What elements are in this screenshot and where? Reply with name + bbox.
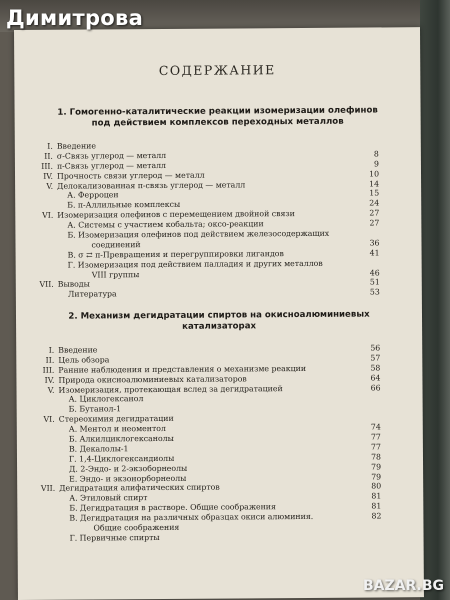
toc-row-page: 77 [370,442,381,452]
section-2-heading-line-1: 2. Механизм дегидратации спиртов на окисноалюминиевых [68,309,370,322]
toc-row-number: I. [48,345,55,355]
toc-row-number: V. [46,181,54,191]
toc-row-title: Введение [58,345,98,355]
toc-row-title: Б. Дегидратация в растворе. Общие соображения [69,502,276,513]
book-binding [420,0,450,600]
toc-row-title: Выводы [57,279,90,290]
section-2-heading-line-2: катализаторах [182,321,257,332]
toc-row-page: 78 [371,452,382,462]
toc-row-title: Д. 2-Эндо- и 2-экзоборнеолы [69,463,188,474]
toc-row-number: III. [41,161,53,171]
toc-row-title: Ранние наблюдения и представления о механизме реакции [58,363,307,375]
toc-row-title: соединений [91,240,141,250]
toc-row-page: 46 [369,268,380,278]
toc-row-title: Введение [56,141,96,151]
toc-row-number: VI. [42,210,54,221]
toc-row-page: 41 [369,248,380,258]
toc-row-title: Дегидратация алифатических спиртов [59,483,220,494]
toc-row-number: VII. [40,484,56,494]
toc-row-page: 36 [369,238,380,248]
toc-row-title: Литература [67,289,117,299]
toc-row-title: Г. Первичные спирты [69,532,160,543]
section-2-heading [28,309,410,334]
toc-row-number: VI. [43,414,55,425]
toc-row-title: π-Связь углерод — металл [56,160,167,171]
toc-row-page: 8 [373,149,379,159]
toc-row-title: Г. 1,4-Циклогександиолы [68,453,175,464]
toc-row-title: Б. Изомеризация олефинов под действием железосодержащих [67,228,330,240]
toc-row-page: 66 [370,383,381,393]
toc-row-number: IV. [44,375,55,385]
toc-row-title: Б. π-Аллильные комплексы [67,200,181,210]
toc-row-title: А. Циклогексанол [68,394,144,405]
toc-row-page: 27 [369,208,380,218]
section-1-heading-line-1: 1. Гомогенно-каталитические реакции изомеризации олефинов [57,105,378,118]
toc-row-page: 79 [371,462,382,472]
section-1-heading-line-2: под действием комплексов переходных металлов [91,116,344,129]
section-1-toc [23,139,380,300]
toc-row-page: 80 [371,481,382,491]
section-2-toc [24,343,381,543]
toc-row-title: VIII группы [91,269,140,280]
toc-row-number: III. [42,365,55,375]
toc-row-title: Делокализованная π-связь углерод — металл [57,179,246,191]
toc-row-page: 56 [370,343,381,353]
toc-row-title: Изомеризация олефинов с перемещением двойной связи [57,209,295,220]
toc-row-page: 79 [371,472,382,482]
toc-row-page: 57 [370,353,381,363]
toc-row-title: Г. Изомеризация под действием палладия и других металлов [67,258,323,270]
toc-row-title: Б. Бутанол-1 [68,404,122,414]
toc-row-number: VII. [39,280,54,290]
toc-row-title: Цель обзора [58,355,110,365]
toc-row-page: 14 [369,179,380,189]
toc-row-page: 58 [370,363,381,373]
toc-row-title: Прочность связи углерод — металл [56,170,205,181]
toc-row-title: А. Ментол и неоментол [68,424,166,434]
toc-row-page: 24 [369,198,380,208]
contents-title: СОДЕРЖАНИЕ [158,62,276,78]
book-page [14,27,424,600]
toc-row-title: Б. Алкилциклогексанолы [68,433,174,444]
toc-row-title: А. Ферроцен [67,190,119,201]
toc-row-title: Природа окисноалюминиевых катализаторов [58,374,247,385]
toc-row [26,531,382,543]
toc-row-title: Общие соображения [93,522,180,533]
toc-row-page: 74 [370,422,381,432]
toc-row-page: 81 [371,491,382,501]
toc-row-title: А. Этиловый спирт [69,493,148,503]
toc-row-page: 10 [369,169,380,179]
section-1-heading [27,105,409,130]
toc-row-page: 81 [371,501,382,511]
seller-watermark: Димитрова [6,6,144,30]
toc-row-title: Е. Эндо- и экзонорборнеолы [69,473,187,484]
toc-row-page: 64 [370,373,381,383]
toc-row-title: В. σ ⇄ π-Превращения и перегруппировки лигандов [67,248,284,260]
toc-row-number: II. [45,355,55,365]
toc-row-page: 15 [369,188,380,198]
toc-row-title: А. Системы с участием кобальта; оксо-реакции [67,219,264,230]
toc-row-page: 82 [371,511,382,521]
toc-row-page: 77 [370,432,381,442]
toc-row-number: V. [47,385,55,395]
bazar-logo: BAZAR.BG [362,578,444,594]
toc-row-title: В. Дегидратация на различных образцах окиси алюминия. [69,512,314,523]
toc-row-number: IV. [43,171,54,181]
toc-row-title: Изомеризация, протекающая вслед за дегидратацией [58,383,283,395]
toc-row-title: σ-Связь углерод — металл [56,150,167,161]
toc-row-page: 27 [369,218,380,228]
toc-row-page: 51 [369,277,380,287]
toc-row [24,288,380,300]
toc-row-number: II. [44,151,53,161]
toc-row-page: 53 [369,287,380,297]
toc-row-title: Стереохимия дегидратации [58,414,174,424]
toc-row-number: I. [47,141,53,151]
toc-row-page: 9 [373,159,379,169]
toc-row-title: В. Декалолы-1 [68,444,129,454]
